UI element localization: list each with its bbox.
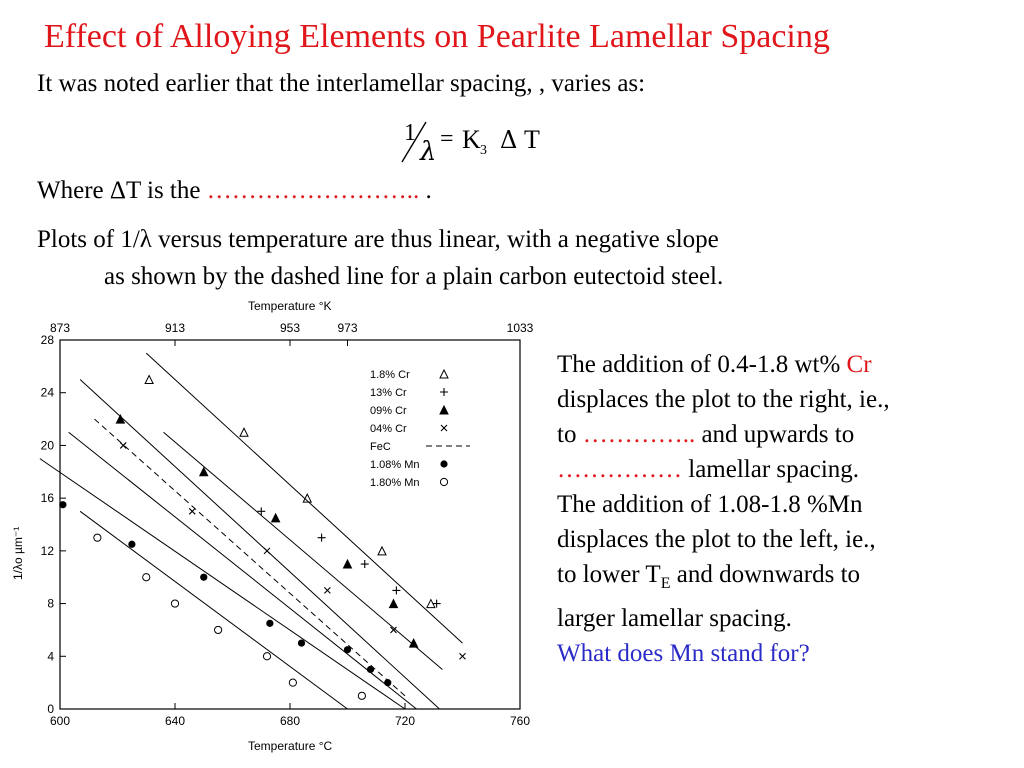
top-tick-label: 913 — [164, 321, 186, 335]
eq-equals: = — [440, 126, 454, 152]
side-line-2: displaces the plot to the right, ie., — [557, 386, 890, 413]
data-point-open-circle — [215, 626, 222, 633]
legend-marker — [440, 478, 447, 485]
side-l3-blank: ………….. — [582, 421, 696, 448]
top-tick-label: 873 — [49, 321, 71, 335]
x-tick-label: 680 — [279, 714, 301, 728]
top-tick-label: 973 — [337, 321, 358, 335]
data-point-filled-circle — [344, 646, 351, 653]
legend-label: 1.08% Mn — [370, 459, 420, 471]
side-l4-blank: …………… — [557, 456, 682, 483]
lamellar-spacing-chart — [0, 290, 540, 760]
data-point-filled-circle — [384, 679, 391, 686]
side-line-4 — [557, 452, 1019, 487]
where-blank: …………………….. — [206, 177, 420, 204]
data-point-filled-circle — [367, 666, 374, 673]
data-point-filled-circle — [298, 640, 305, 647]
y-axis-label: 1/λo µm⁻¹ — [11, 526, 25, 580]
y-tick-label: 8 — [47, 596, 54, 611]
slide-title: Effect of Alloying Elements on Pearlite Lamellar Spacing — [44, 18, 830, 55]
top-tick-label: 1033 — [506, 321, 534, 335]
eq-k: K — [462, 125, 481, 154]
side-line-5: The addition of 1.08-1.8 %Mn — [557, 491, 863, 518]
legend-marker — [440, 460, 447, 467]
legend-label: 04% Cr — [370, 423, 407, 435]
y-tick-label: 24 — [40, 385, 54, 400]
x-axis-label: Temperature °C — [248, 739, 333, 753]
legend-label: 1.8% Cr — [370, 369, 410, 381]
side-l1-cr: Cr — [846, 351, 872, 378]
data-point-filled-circle — [200, 574, 207, 581]
legend-label: 09% Cr — [370, 405, 407, 417]
side-l7-suffix: and downwards to — [670, 561, 861, 588]
side-l1-prefix: The addition of 0.4-1.8 wt% — [557, 351, 847, 378]
legend-label: 1.80% Mn — [370, 477, 420, 489]
plots-line-2: as shown by the dashed line for a plain carbon eutectoid steel. — [104, 263, 724, 290]
data-point-filled-circle — [266, 620, 273, 627]
intro-text: It was noted earlier that the interlamellar spacing, , varies as: — [37, 70, 646, 97]
legend-label: 13% Cr — [370, 387, 407, 399]
chart-background — [0, 290, 540, 760]
data-point-open-circle — [171, 600, 178, 607]
side-l7-sub: E — [660, 575, 671, 592]
top-tick-label: 953 — [279, 321, 301, 335]
eq-lambda: λ — [420, 137, 437, 167]
data-point-filled-circle — [128, 541, 135, 548]
y-tick-label: 0 — [47, 702, 54, 716]
data-point-open-circle — [143, 574, 150, 581]
plots-line-1: Plots of 1/λ versus temperature are thus linear, with a negative slope — [37, 226, 719, 253]
side-line-8: larger lamellar spacing. — [557, 605, 792, 632]
data-point-open-circle — [94, 534, 101, 541]
x-tick-label: 640 — [164, 714, 186, 728]
eq-t: T — [524, 125, 540, 154]
data-point-open-circle — [358, 692, 365, 699]
y-tick-label: 12 — [40, 543, 54, 558]
where-prefix: Where ΔT is the — [37, 177, 207, 204]
side-line-6: displaces the plot to the left, ie., — [557, 526, 876, 553]
data-point-filled-circle — [59, 501, 66, 508]
side-text — [557, 347, 1019, 671]
data-point-open-circle — [263, 653, 270, 660]
side-l3-prefix: to — [557, 421, 583, 448]
side-line-3 — [557, 417, 1019, 452]
side-l7-prefix: to lower T — [557, 561, 661, 588]
y-tick-label: 20 — [40, 438, 54, 453]
side-line-7 — [557, 557, 1019, 601]
eq-subscript: 3 — [480, 143, 487, 158]
where-line — [37, 177, 432, 205]
lambda-equation — [400, 116, 560, 168]
top-axis-label: Temperature °K — [248, 299, 332, 313]
side-l3-suffix: and upwards to — [695, 421, 855, 448]
eq-numerator: 1 — [404, 120, 416, 146]
eq-delta: Δ — [500, 126, 518, 154]
y-tick-label: 4 — [47, 649, 54, 664]
side-l4-suffix: lamellar spacing. — [682, 456, 860, 483]
side-question: What does Mn stand for? — [557, 640, 810, 667]
where-suffix: . — [419, 177, 432, 204]
data-point-open-circle — [289, 679, 296, 686]
x-tick-label: 760 — [509, 714, 531, 728]
x-tick-label: 720 — [394, 714, 416, 728]
side-line-1 — [557, 347, 1019, 382]
x-tick-label: 600 — [49, 714, 71, 728]
y-tick-label: 28 — [40, 333, 54, 347]
legend-label: FeC — [370, 441, 391, 453]
y-tick-label: 16 — [40, 491, 54, 506]
